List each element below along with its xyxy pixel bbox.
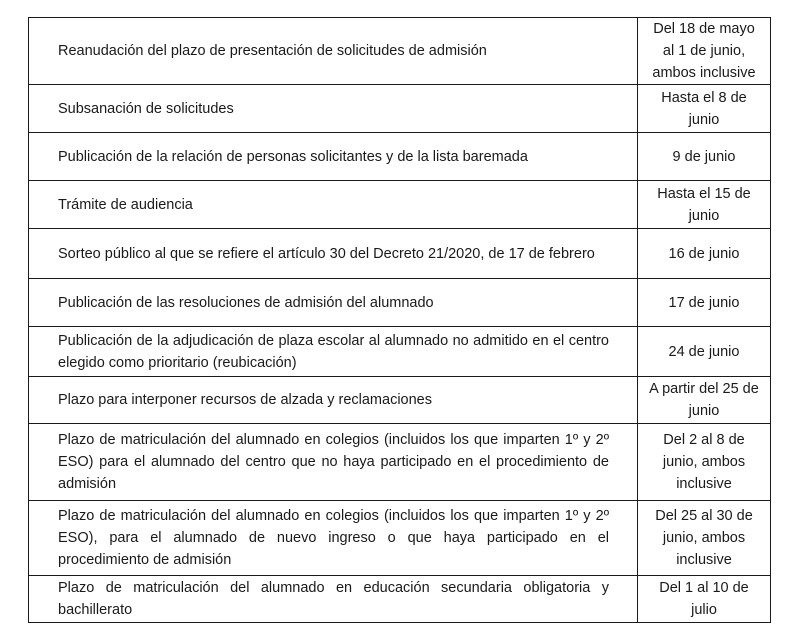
step-text: Plazo de matriculación del alumnado en colegios (incluidos los que imparten 1º y 2º ESO) para el alumnado del centro que no haya participado en el procedimiento de admisión	[58, 432, 609, 492]
step-cell	[29, 501, 638, 576]
table-row	[29, 229, 771, 279]
step-cell	[29, 327, 638, 377]
table-row	[29, 279, 771, 327]
step-text: Plazo de matriculación del alumnado en educación secundaria obligatoria y bachillerato	[58, 580, 609, 618]
step-text: Publicación de la relación de personas solicitantes y de la lista baremada	[58, 148, 528, 165]
date-text: 9 de junio	[672, 148, 736, 165]
step-text: Reanudación del plazo de presentación de solicitudes de admisión	[58, 43, 487, 59]
table-row	[29, 501, 771, 576]
date-cell	[638, 424, 771, 501]
step-text: Subsanación de solicitudes	[58, 100, 234, 117]
step-text: Publicación de la adjudicación de plaza escolar al alumnado no admitido en el centro elegido como prioritario (reubicación)	[58, 332, 609, 371]
step-cell	[29, 377, 638, 424]
date-cell	[638, 229, 771, 279]
admission-schedule-table	[28, 17, 771, 623]
date-cell	[638, 377, 771, 424]
date-text: Del 1 al 10 de julio	[659, 580, 749, 618]
date-cell	[638, 501, 771, 576]
date-text: Del 2 al 8 de junio, ambos inclusive	[662, 432, 746, 492]
date-text: 16 de junio	[668, 245, 740, 262]
table-row	[29, 181, 771, 229]
date-text: 17 de junio	[668, 294, 740, 311]
date-text: Del 25 al 30 de junio, ambos inclusive	[655, 508, 753, 568]
date-cell	[638, 18, 771, 85]
table-row	[29, 424, 771, 501]
date-text: A partir del 25 de junio	[649, 381, 759, 419]
step-text: Trámite de audiencia	[58, 196, 193, 213]
step-cell	[29, 85, 638, 133]
date-cell	[638, 181, 771, 229]
step-text: Sorteo público al que se refiere el artículo 30 del Decreto 21/2020, de 17 de febrero	[58, 245, 595, 262]
date-cell	[638, 133, 771, 181]
step-text: Publicación de las resoluciones de admisión del alumnado	[58, 294, 434, 311]
date-cell	[638, 279, 771, 327]
table-row	[29, 85, 771, 133]
step-cell	[29, 133, 638, 181]
step-cell	[29, 576, 638, 623]
step-text: Plazo para interponer recursos de alzada y reclamaciones	[58, 392, 432, 408]
step-cell	[29, 424, 638, 501]
date-cell	[638, 576, 771, 623]
date-text: 24 de junio	[668, 343, 740, 360]
table-row	[29, 18, 771, 85]
date-text: Hasta el 8 de junio	[661, 89, 747, 128]
table-row	[29, 133, 771, 181]
step-cell	[29, 279, 638, 327]
step-cell	[29, 229, 638, 279]
date-cell	[638, 327, 771, 377]
table-row	[29, 377, 771, 424]
table-row	[29, 327, 771, 377]
table-row	[29, 576, 771, 623]
step-cell	[29, 18, 638, 85]
step-text: Plazo de matriculación del alumnado en colegios (incluidos los que imparten 1º y 2º ESO), para el alumnado de nuevo ingreso o que haya participado en el procedimiento de admisión	[58, 508, 609, 568]
date-text: Del 18 de mayo al 1 de junio, ambos inclusive	[652, 21, 756, 81]
date-cell	[638, 85, 771, 133]
step-cell	[29, 181, 638, 229]
date-text: Hasta el 15 de junio	[657, 185, 751, 224]
